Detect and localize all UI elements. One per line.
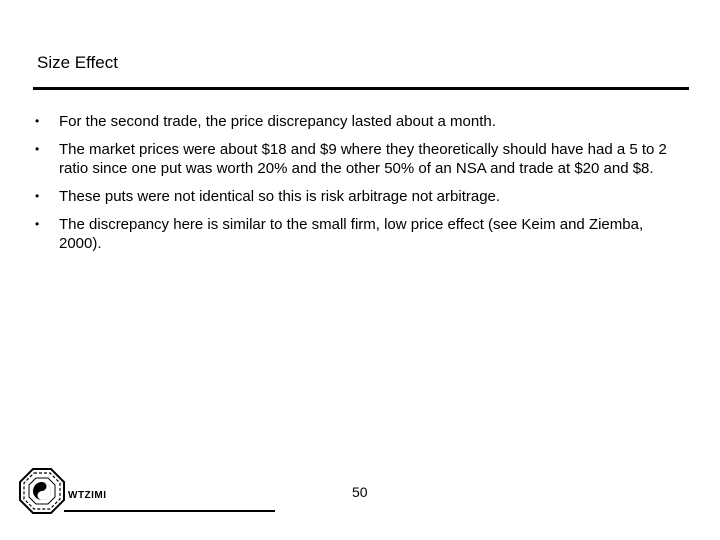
- page-number: 50: [352, 484, 368, 500]
- footer-divider: [64, 510, 275, 512]
- bullet-item: [35, 187, 675, 206]
- bullet-item: [35, 140, 675, 178]
- octagon-emblem-icon: [18, 467, 66, 515]
- bullet-text: For the second trade, the price discrepancy lasted about a month.: [59, 113, 496, 130]
- bullet-text: The market prices were about $18 and $9 where they theoretically should have had a 5 to 2 ratio since one put was worth 20% and the other 50% of an NSA and trade at $20 and $8.: [59, 141, 667, 177]
- title-divider: [33, 87, 689, 90]
- bullet-marker: •: [35, 142, 40, 156]
- bullet-marker: •: [35, 189, 40, 203]
- bullet-marker: •: [35, 114, 40, 128]
- bullet-list: [35, 112, 675, 262]
- bullet-text: These puts were not identical so this is risk arbitrage not arbitrage.: [59, 188, 501, 205]
- slide-title: Size Effect: [37, 53, 118, 72]
- bullet-item: [35, 215, 675, 253]
- footer-brand: WTZIMI: [68, 490, 107, 501]
- bullet-item: [35, 112, 675, 131]
- bullet-text: The discrepancy here is similar to the small firm, low price effect (see Keim and Ziemba, 2000).: [59, 216, 644, 252]
- bullet-marker: •: [35, 217, 40, 231]
